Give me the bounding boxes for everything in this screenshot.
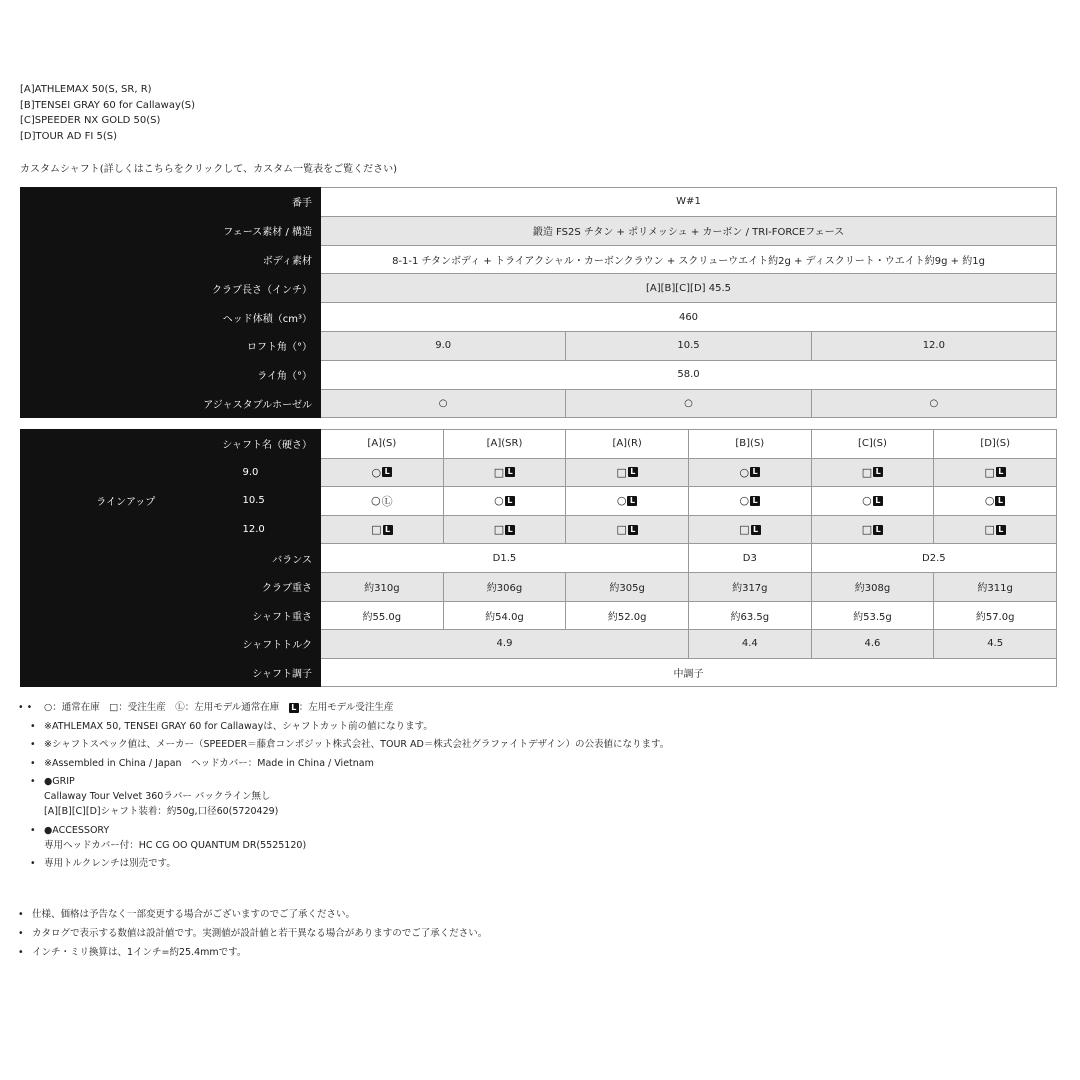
stock-symbol <box>494 494 515 507</box>
stock-mark: □ <box>371 523 382 537</box>
disclaimer-item: • 仕様、価格は予告なく一部変更する場合がございますのでご了承ください。 <box>18 905 487 924</box>
stock-symbol <box>371 523 392 536</box>
shaft-weight: 約53.5g <box>811 601 934 630</box>
body-value: 8-1-1 チタンボディ + トライアクシャル・カーボンクラウン + スクリューウエイト約2g + ディスクリート・ウエイト約9g + 約1g <box>321 245 1057 274</box>
stock-mark: □ <box>861 523 873 537</box>
note-item: • 専用トルクレンチは別売です。 <box>18 856 669 871</box>
stock-symbol <box>984 466 1005 479</box>
stock-symbol <box>862 523 883 536</box>
torque-value: 4.9 <box>321 630 689 659</box>
row-label: シャフト名（硬さ） <box>21 430 321 459</box>
stock-mark: □ <box>984 465 995 479</box>
stock-symbol <box>862 494 883 507</box>
lineup-loft: 10.5 <box>231 487 321 516</box>
note-item: • ※ATHLEMAX 50, TENSEI GRAY 60 for Callawayは、シャフトカット前の値になります。 <box>18 719 669 734</box>
club-weight: 約306g <box>443 572 566 601</box>
lineup-cell <box>688 458 811 487</box>
shaft-item: [B]TENSEI GRAY 60 for Callaway(S) <box>20 99 196 111</box>
left-order-badge: L <box>383 525 393 535</box>
number-value: W#1 <box>321 188 1057 217</box>
left-order-badge: L <box>996 467 1006 477</box>
torque-value: 4.4 <box>688 630 811 659</box>
stock-symbol <box>494 466 515 479</box>
shaft-list <box>20 82 195 144</box>
stock-mark: ○ <box>984 494 995 508</box>
left-order-badge: L <box>873 467 883 477</box>
balance-value: D1.5 <box>321 544 689 573</box>
stock-mark: ○ <box>494 494 504 508</box>
shaft-item: [D]TOUR AD FI 5(S) <box>20 130 118 142</box>
lineup-cell <box>934 515 1057 544</box>
club-weight: 約310g <box>321 572 444 601</box>
left-order-badge: L <box>750 496 760 506</box>
lineup-cell <box>321 515 444 544</box>
loft-value: 9.0 <box>321 331 566 360</box>
hosel-value: ○ <box>321 389 566 418</box>
shaft-weight: 約63.5g <box>688 601 811 630</box>
shaft-weight: 約52.0g <box>566 601 689 630</box>
note-item: • ※シャフトスペック値は、メーカー（SPEEDER＝藤倉コンポジット株式会社、TOUR AD＝株式会社グラファイトデザイン）の公表値になります。 <box>18 737 669 752</box>
row-label: シャフト重さ <box>21 601 321 630</box>
left-order-badge: L <box>628 467 638 477</box>
hosel-value: ○ <box>566 389 811 418</box>
row-label: ボディ素材 <box>21 245 321 274</box>
left-order-badge: L <box>505 496 515 506</box>
stock-symbol <box>739 494 760 507</box>
stock-mark: Ⓛ <box>381 494 393 508</box>
shaft-column: [A](R) <box>566 430 689 459</box>
club-weight: 約317g <box>688 572 811 601</box>
hosel-value: ○ <box>811 389 1056 418</box>
lineup-cell <box>566 458 689 487</box>
stock-symbol <box>985 494 1006 507</box>
row-label: アジャスタブルホーゼル <box>21 389 321 418</box>
shaft-column: [C](S) <box>811 430 934 459</box>
shaft-column: [B](S) <box>688 430 811 459</box>
lineup-loft: 9.0 <box>231 458 321 487</box>
torque-value: 4.6 <box>811 630 934 659</box>
accessory-note <box>18 823 669 853</box>
stock-mark: □ <box>984 523 995 537</box>
stock-mark: □ <box>493 523 505 537</box>
left-order-badge: L <box>382 467 392 477</box>
stock-mark: □ <box>861 465 873 479</box>
loft-value: 10.5 <box>566 331 811 360</box>
kick-value: 中調子 <box>321 658 1057 687</box>
stock-mark: □ <box>493 465 505 479</box>
grip-note <box>18 774 669 819</box>
lie-value: 58.0 <box>321 360 1057 389</box>
lineup-cell <box>934 487 1057 516</box>
row-label: ロフト角（°） <box>21 331 321 360</box>
lineup-cell <box>566 515 689 544</box>
stock-mark: □ <box>616 465 627 479</box>
stock-symbol <box>616 523 637 536</box>
stock-mark: ○ <box>371 494 381 508</box>
left-order-badge: L <box>995 496 1005 506</box>
left-order-badge: L <box>996 525 1006 535</box>
row-label: バランス <box>21 544 321 573</box>
lineup-cell <box>688 487 811 516</box>
stock-symbol <box>494 523 515 536</box>
lineup-cell <box>811 515 934 544</box>
legend-note: • • ○：通常在庫 □：受注生産 Ⓛ：左用モデル通常在庫 L ：左用モデル受注生産 <box>18 700 669 715</box>
row-label: クラブ長さ（インチ） <box>21 274 321 303</box>
stock-symbol <box>984 523 1005 536</box>
left-order-badge: L <box>505 525 515 535</box>
shaft-item: [A]ATHLEMAX 50(S, SR, R) <box>20 84 152 95</box>
left-order-badge: L <box>873 496 883 506</box>
disclaimer-list <box>18 905 487 962</box>
row-label: シャフト調子 <box>21 658 321 687</box>
row-label: クラブ重さ <box>21 572 321 601</box>
shaft-column: [A](SR) <box>443 430 566 459</box>
accessory-title: • ●ACCESSORY <box>44 824 110 836</box>
lineup-cell <box>443 515 566 544</box>
disclaimer-item: • カタログで表示する数値は設計値です。実測値が設計値と若干異なる場合がありますのでご了承ください。 <box>18 924 487 943</box>
head-spec-table <box>20 187 1057 418</box>
stock-mark: ○ <box>739 494 750 508</box>
stock-symbol <box>372 466 393 479</box>
lineup-cell <box>321 487 444 516</box>
shaft-column: [D](S) <box>934 430 1057 459</box>
stock-symbol <box>371 493 393 509</box>
stock-symbol <box>739 523 760 536</box>
grip-title: • ●GRIP <box>44 776 75 787</box>
balance-value: D3 <box>688 544 811 573</box>
stock-symbol <box>739 466 760 479</box>
left-order-badge: L <box>873 525 883 535</box>
shaft-weight: 約54.0g <box>443 601 566 630</box>
left-order-badge: L <box>751 525 761 535</box>
row-label: シャフトトルク <box>21 630 321 659</box>
shaft-weight: 約55.0g <box>321 601 444 630</box>
stock-mark: ○ <box>862 494 872 508</box>
stock-mark: □ <box>739 523 750 537</box>
lineup-cell <box>811 458 934 487</box>
stock-mark: ○ <box>371 465 382 479</box>
custom-shaft-link[interactable]: カスタムシャフト(詳しくはこちらをクリックして、カスタム一覧表をご覧ください) <box>20 164 398 175</box>
note-item: • ※Assembled in China / Japan ヘッドカバー：Made in China / Vietnam <box>18 756 669 771</box>
balance-value: D2.5 <box>811 544 1056 573</box>
row-label: ライ角（°） <box>21 360 321 389</box>
lineup-loft: 12.0 <box>231 515 321 544</box>
disclaimer-item: • インチ・ミリ換算は、1インチ=約25.4mmです。 <box>18 943 487 962</box>
stock-mark: ○ <box>616 494 627 508</box>
loft-value: 12.0 <box>811 331 1056 360</box>
left-order-badge: L <box>627 496 637 506</box>
lineup-cell <box>688 515 811 544</box>
torque-value: 4.5 <box>934 630 1057 659</box>
stock-mark: ○ <box>739 465 750 479</box>
stock-symbol <box>617 494 638 507</box>
row-label: ヘッド体積（cm³） <box>21 303 321 332</box>
notes-list <box>18 700 669 875</box>
left-order-badge: L <box>750 467 760 477</box>
lineup-label: ラインアップ <box>21 458 231 544</box>
shaft-column: [A](S) <box>321 430 444 459</box>
volume-value: 460 <box>321 303 1057 332</box>
lineup-cell <box>811 487 934 516</box>
row-label: 番手 <box>21 188 321 217</box>
shaft-spec-table <box>20 429 1057 687</box>
club-weight: 約305g <box>566 572 689 601</box>
left-order-badge: L <box>505 467 515 477</box>
grip-line: [A][B][C][D]シャフト装着：約50g,口径60(5720429) <box>44 806 279 817</box>
stock-symbol <box>862 466 883 479</box>
lineup-cell <box>934 458 1057 487</box>
lineup-cell <box>566 487 689 516</box>
stock-mark: □ <box>616 523 627 537</box>
lineup-cell <box>443 487 566 516</box>
row-label: フェース素材 / 構造 <box>21 216 321 245</box>
left-order-badge: L <box>628 525 638 535</box>
lineup-cell <box>443 458 566 487</box>
lineup-cell <box>321 458 444 487</box>
shaft-item: [C]SPEEDER NX GOLD 50(S) <box>20 115 161 126</box>
length-value: [A][B][C][D] 45.5 <box>321 274 1057 303</box>
face-value: 鍛造 FS2S チタン + ポリメッシュ + カーボン / TRI-FORCEフェース <box>321 216 1057 245</box>
left-order-badge: L <box>289 703 299 713</box>
club-weight: 約311g <box>934 572 1057 601</box>
club-weight: 約308g <box>811 572 934 601</box>
grip-line: Callaway Tour Velvet 360ラバー バックライン無し <box>44 791 271 802</box>
stock-symbol <box>616 466 637 479</box>
shaft-weight: 約57.0g <box>934 601 1057 630</box>
accessory-line: 専用ヘッドカバー付：HC CG OO QUANTUM DR(5525120) <box>44 839 307 851</box>
